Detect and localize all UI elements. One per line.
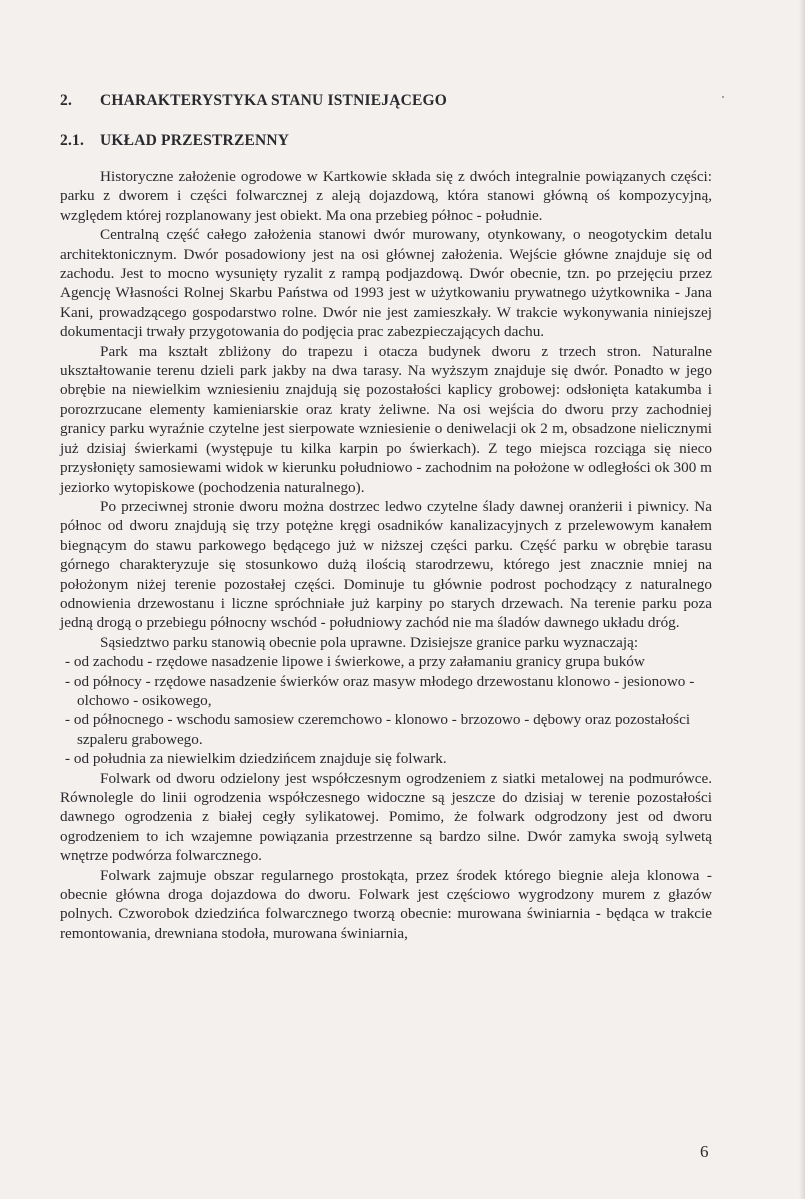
paragraph: Historyczne założenie ogrodowe w Kartkowie składa się z dwóch integralnie powiązanych części: parku z dworem i części folwarcznej z aleją dojazdową, która stanowi główną oś kompozycyjną, względem której rozplanowany jest obiekt. Ma ona przebieg północ - południe. (60, 168, 712, 224)
subsection-title: UKŁAD PRZESTRZENNY (100, 132, 290, 149)
document-page (60, 0, 712, 1199)
section-heading (60, 92, 447, 110)
paragraph: Po przeciwnej stronie dworu można dostrzec ledwo czytelne ślady dawnej oranżerii i piwnicy. Na północ od dworu znajdują się trzy potężne kręgi osadników kanalizacyjnych z przelewowym kanałem biegnącym do stawu parkowego będącego już w niższej części parku. Część parku w obrębie tarasu górnego charakteryzuje się stosunkowo dużą ilością starodrzewu, którego jest znacznie mniej na położonym niżej terenie pozostałej części. Dominuje tu głównie podrost pochodzący z naturalnego odnowienia drzewostanu i liczne spróchniałe już karpiny po starych drzewach. Na terenie parku poza jedną drogą o przebiegu północny wschód - południowy zachód nie ma śladów dawnego układu dróg. (60, 497, 712, 632)
boundaries-list (60, 652, 712, 768)
scan-edge (799, 0, 805, 1199)
scan-speck (722, 96, 724, 98)
list-item: - od północnego - wschodu samosiew czeremchowo - klonowo - brzozowo - dębowy oraz pozostałości szpaleru grabowego. (65, 711, 691, 748)
list-item: - od zachodu - rzędowe nasadzenie lipowe i świerkowe, a przy załamaniu granicy grupa buków (65, 653, 645, 671)
paragraph: Folwark zajmuje obszar regularnego prostokąta, przez środek którego biegnie aleja klonowa - obecnie główna droga dojazdowa do dworu. Folwark jest częściowo wygrodzony murem z głazów polnych. Czworobok dziedzińca folwarcznego tworzą obecnie: murowana świniarnia - będąca w trakcie remontowania, drewniana stodoła, murowana świniarnia, (60, 866, 712, 942)
subsection-heading (60, 132, 289, 150)
list-item: - od północy - rzędowe nasadzenie świerków oraz masyw młodego drzewostanu klonowo - jesionowo - olchowo - osikowego, (65, 672, 695, 709)
page-number: 6 (700, 1142, 709, 1161)
section-number: 2. (60, 92, 73, 109)
list-item: - od południa za niewielkim dziedzińcem znajduje się folwark. (65, 750, 447, 768)
paragraph: Centralną część całego założenia stanowi dwór murowany, otynkowany, o neogotyckim detalu architektonicznym. Dwór posadowiony jest na osi głównej założenia. Wejście główne znajduje się od zachodu. Jest to mocno wysunięty ryzalit z rampą podjazdową. Dwór obecnie, tzn. po przejęciu przez Agencję Własności Rolnej Skarbu Państwa od 1993 jest w użytkowaniu prywatnego użytkownika - Jana Kani, prowadzącego gospodarstwo rolne. Dwór nie jest zamieszkały. W trakcie wykonywania niniejszej dokumentacji trwały przygotowania do podjęcia prac zabezpieczających dachu. (60, 226, 712, 341)
paragraph: Sąsiedztwo parku stanowią obecnie pola uprawne. Dzisiejsze granice parku wyznaczają: (100, 633, 639, 651)
paragraph: Folwark od dworu odzielony jest współczesnym ogrodzeniem z siatki metalowej na podmurówce. Równolegle do linii ogrodzenia współczesnego widoczne są jeszcze do dzisiaj w terenie pozostałości dawnego ogrodzenia z białej cegły sylikatowej. Pomimo, że folwark odgrodzony jest od dworu ogrodzeniem to ich wzajemne powiązania przestrzenne są bardzo silne. Dwór zamyka swoją sylwetą wnętrze podwórza folwarcznego. (60, 769, 712, 865)
section-title: CHARAKTERYSTYKA STANU ISTNIEJĄCEGO (100, 92, 448, 109)
subsection-number: 2.1. (60, 132, 85, 149)
paragraph: Park ma kształt zbliżony do trapezu i otacza budynek dworu z trzech stron. Naturalne ukształtowanie terenu dzieli park jakby na dwa tarasy. Na wyższym znajduje się dwór. Ponadto w jego obrębie na niewielkim wzniesieniu znajdują się pozostałości kaplicy grobowej: odsłonięta katakumba i porozrzucane elementy kamieniarskie oraz kraty żeliwne. Na osi wejścia do dworu przy zachodniej granicy parku wyraźnie czytelne jest sierpowate wzniesienie o deniwelacji ok 2 m, obsadzone nielicznymi już dzisiaj świerkami (występuje tu kilka karpin po świerkach). Z tego miejsca rozciąga się nieco przysłonięty samosiewami widok w kierunku południowo - zachodnim na położone w odległości ok 300 m jeziorko wytopiskowe (pochodzenia naturalnego). (60, 342, 712, 496)
body-text (60, 167, 712, 943)
